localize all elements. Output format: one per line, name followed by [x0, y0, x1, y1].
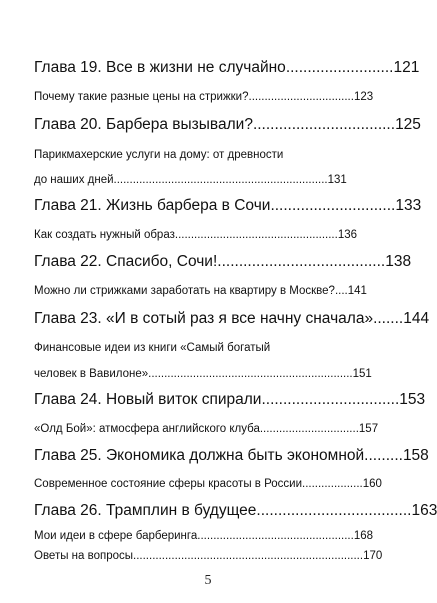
toc-entry-title: Глава 21. Жизнь барбера в Сочи — [34, 197, 271, 214]
toc-entry-page: 153 — [399, 391, 426, 408]
toc-entry-page: 158 — [402, 447, 429, 464]
toc-entry — [34, 116, 421, 134]
toc-entry-leader: ................................................................ — [148, 368, 353, 380]
toc-entry-page: 123 — [353, 91, 374, 103]
toc-entry-page: 144 — [403, 310, 430, 327]
toc-entry-title: человек в Вавилоне» — [34, 368, 149, 380]
toc-entry-leader: ......................... — [285, 59, 394, 76]
toc-entry — [34, 550, 383, 562]
toc-entry-leader: ............................... — [259, 423, 359, 435]
toc-entry-page: 170 — [363, 550, 383, 562]
toc-entry-title: до наших дней — [34, 174, 114, 186]
toc-entry — [34, 285, 372, 297]
toc-entry-leader: ................................................... — [174, 229, 338, 241]
page-number: 5 — [204, 573, 212, 588]
toc-entry — [34, 502, 437, 520]
toc-entry-title: Парикмахерские услуги на дому: от древности — [34, 149, 284, 161]
toc-entry-leader: ................................................................... — [113, 174, 328, 186]
toc-entry — [34, 478, 382, 490]
toc-entry — [34, 530, 372, 542]
toc-entry-page: 131 — [327, 174, 347, 186]
toc-entry-page: 168 — [353, 530, 373, 542]
toc-entry-page: 138 — [385, 253, 412, 270]
toc-entry — [34, 229, 372, 241]
toc-entry-leader: ................................................. — [197, 530, 354, 542]
toc-entry-page: 157 — [358, 423, 379, 435]
toc-entry-title: «Олд Бой»: атмосфера английского клуба — [34, 423, 260, 435]
toc-entry — [34, 447, 429, 465]
toc-entry — [34, 391, 426, 409]
toc-entry-title: Глава 25. Экономика должна быть экономной — [34, 447, 365, 464]
toc-entry-title: Глава 19. Все в жизни не случайно — [34, 59, 286, 76]
toc-entry-title: Современное состояние сферы красоты в России — [34, 478, 302, 490]
toc-entry-leader: ....................................... — [217, 253, 386, 270]
toc-entry-title: Глава 23. «И в сотый раз я все начну сначала» — [34, 310, 374, 327]
toc-entry-leader: .................................... — [256, 502, 412, 519]
toc-entry — [34, 368, 372, 380]
toc-entry — [34, 149, 372, 161]
toc-entry-title: Оветы на вопросы — [34, 550, 134, 562]
toc-entry-title: Глава 26. Трамплин в будущее — [34, 502, 257, 519]
toc-entry — [34, 342, 372, 354]
toc-entry-title: Финансовые идеи из книги «Самый богатый — [34, 342, 271, 354]
toc-entry-leader: ......... — [364, 447, 403, 464]
toc-entry-page: 141 — [347, 285, 367, 297]
toc-entry-title: Глава 24. Новый виток спирали — [34, 391, 262, 408]
toc-entry-title: Мои идеи в сфере барберинга — [34, 530, 198, 542]
toc-entry-leader: ....... — [373, 310, 404, 327]
toc-entry-leader: ........................................................................ — [133, 550, 364, 562]
toc-entry-page: 160 — [362, 478, 382, 490]
toc-entry-page: 151 — [352, 368, 372, 380]
toc-entry-title: Почему такие разные цены на стрижки? — [34, 91, 249, 103]
toc-entry-leader: .... — [334, 285, 348, 297]
toc-entry — [34, 197, 422, 215]
toc-entry-leader: ................................. — [252, 116, 396, 133]
toc-entry-page: 121 — [393, 59, 420, 76]
toc-entry-title: Можно ли стрижками заработать на квартиру в Москве? — [34, 285, 335, 297]
toc-entry — [34, 174, 372, 186]
toc-entry-title: Глава 22. Спасибо, Сочи! — [34, 253, 218, 270]
toc-entry-title: Как создать нужный образ — [34, 229, 175, 241]
toc-entry — [34, 91, 372, 103]
toc-entry — [34, 423, 379, 435]
toc-entry-leader: ................................. — [248, 91, 354, 103]
toc-entry-page: 133 — [395, 197, 422, 214]
toc-entry-leader: ................................ — [261, 391, 400, 408]
toc-entry-page: 163 — [411, 502, 437, 519]
toc-entry-leader: ................... — [302, 478, 363, 490]
toc-entry-leader: ............................. — [270, 197, 396, 214]
toc-entry — [34, 253, 412, 271]
toc-entry-page: 125 — [395, 116, 421, 133]
toc-entry-page: 136 — [337, 229, 358, 241]
toc-entry-title: Глава 20. Барбера вызывали? — [34, 116, 253, 133]
toc-entry — [34, 310, 430, 328]
toc-entry — [34, 59, 420, 77]
